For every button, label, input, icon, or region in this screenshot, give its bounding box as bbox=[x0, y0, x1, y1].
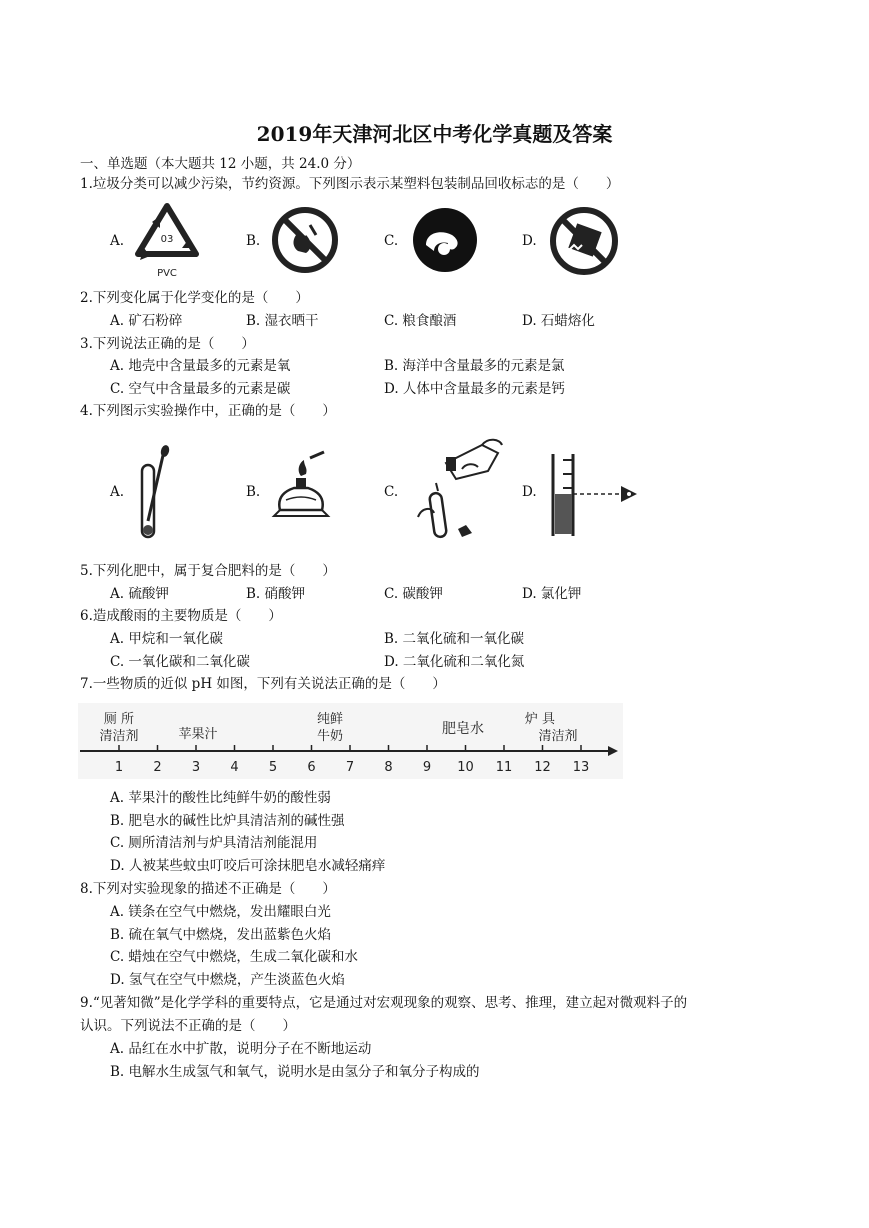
recycle-pvc-text: PVC bbox=[157, 268, 177, 279]
q4-option-b-label[interactable]: B. bbox=[246, 484, 261, 500]
q8-option-d[interactable]: D. 氢气在空气中燃烧，产生淡蓝色火焰 bbox=[110, 972, 345, 988]
ph-scale-figure bbox=[78, 703, 623, 779]
ph-tick-label: 9 bbox=[422, 760, 432, 775]
question-7-stem: 7.一些物质的近似 pH 如图，下列有关说法正确的是（ ） bbox=[80, 676, 446, 692]
ph-tick-label: 3 bbox=[191, 760, 201, 775]
page-title: 2019年天津河北区中考化学真题及答案 bbox=[256, 122, 613, 146]
q8-option-a[interactable]: A. 镁条在空气中燃烧，发出耀眼白光 bbox=[110, 904, 331, 920]
ph-tick-label: 5 bbox=[268, 760, 278, 775]
ph-tick-label: 11 bbox=[495, 760, 513, 775]
question-8-stem: 8.下列对实验现象的描述不正确是（ ） bbox=[80, 881, 336, 897]
q4-option-d-label[interactable]: D. bbox=[522, 484, 537, 500]
q5-option-d[interactable]: D. 氯化钾 bbox=[522, 586, 582, 602]
recycle-code-text: 03 bbox=[160, 234, 174, 245]
ph-tick-label: 8 bbox=[384, 760, 393, 775]
label-milk-top: 纯鲜 bbox=[316, 712, 344, 727]
q7-option-a[interactable]: A. 苹果汁的酸性比纯鲜牛奶的酸性弱 bbox=[110, 790, 331, 806]
no-litter-icon bbox=[548, 205, 620, 277]
q3-option-d[interactable]: D. 人体中含量最多的元素是钙 bbox=[384, 381, 565, 397]
ph-tick-label: 2 bbox=[153, 760, 162, 775]
q2-option-a[interactable]: A. 矿石粉碎 bbox=[110, 313, 183, 329]
ph-tick-label: 12 bbox=[534, 760, 551, 775]
label-stove-top: 炉 具 bbox=[524, 712, 556, 727]
label-soap-water: 肥皂水 bbox=[442, 721, 484, 737]
q5-option-b[interactable]: B. 硝酸钾 bbox=[246, 586, 306, 602]
label-apple-juice: 苹果汁 bbox=[178, 727, 218, 742]
question-9-stem-line1: 9.“见著知微”是化学学科的重要特点，它是通过对宏观现象的观察、思考、推理，建立起对微观料子的 bbox=[80, 995, 688, 1011]
no-fire-icon bbox=[270, 205, 340, 275]
question-2-stem: 2.下列变化属于化学变化的是（ ） bbox=[80, 290, 309, 306]
pouring-liquid-icon bbox=[402, 433, 512, 545]
graduated-cylinder-reading-icon bbox=[545, 448, 645, 540]
q2-option-b[interactable]: B. 湿衣晒干 bbox=[246, 313, 319, 329]
q9-option-b[interactable]: B. 电解水生成氢气和氧气，说明水是由氢分子和氧分子构成的 bbox=[110, 1064, 480, 1080]
q4-option-c-label[interactable]: C. bbox=[384, 484, 399, 500]
ph-tick-label: 13 bbox=[572, 760, 590, 775]
pvc-recycle-icon bbox=[130, 200, 205, 282]
q1-option-c-label[interactable]: C. bbox=[384, 233, 399, 249]
section-heading: 一、单选题（本大题共 12 小题，共 24.0 分） bbox=[80, 156, 361, 172]
q4-option-a-label[interactable]: A. bbox=[110, 484, 125, 500]
q7-option-d[interactable]: D. 人被某些蚊虫叮咬后可涂抹肥皂水减轻痛痒 bbox=[110, 858, 386, 874]
label-toilet-bottom: 清洁剂 bbox=[99, 729, 139, 744]
ph-tick-label: 10 bbox=[457, 760, 474, 775]
q6-option-c[interactable]: C. 一氧化碳和二氧化碳 bbox=[110, 654, 250, 670]
q1-option-a-label[interactable]: A. bbox=[110, 233, 125, 249]
label-milk-bottom: 牛奶 bbox=[316, 729, 344, 744]
question-3-stem: 3.下列说法正确的是（ ） bbox=[80, 336, 255, 352]
q5-option-c[interactable]: C. 碳酸钾 bbox=[384, 586, 443, 602]
q8-option-b[interactable]: B. 硫在氧气中燃烧，发出蓝紫色火焰 bbox=[110, 927, 332, 943]
q3-option-b[interactable]: B. 海洋中含量最多的元素是氯 bbox=[384, 358, 565, 374]
q3-option-c[interactable]: C. 空气中含量最多的元素是碳 bbox=[110, 381, 291, 397]
question-6-stem: 6.造成酸雨的主要物质是（ ） bbox=[80, 608, 282, 624]
label-stove-bottom: 清洁剂 bbox=[538, 729, 578, 744]
q1-option-d-label[interactable]: D. bbox=[522, 233, 537, 249]
q5-option-a[interactable]: A. 硫酸钾 bbox=[110, 586, 169, 602]
label-toilet-top: 厕 所 bbox=[103, 712, 135, 727]
question-5-stem: 5.下列化肥中，属于复合肥料的是（ ） bbox=[80, 563, 336, 579]
q7-option-c[interactable]: C. 厕所清洁剂与炉具清洁剂能混用 bbox=[110, 835, 318, 851]
q1-option-b-label[interactable]: B. bbox=[246, 233, 261, 249]
ph-tick-label: 6 bbox=[307, 760, 316, 775]
question-9-stem-line2: 认识。下列说法不正确的是（ ） bbox=[80, 1018, 296, 1034]
q9-option-a[interactable]: A. 品红在水中扩散，说明分子在不断地运动 bbox=[110, 1041, 372, 1057]
q3-option-a[interactable]: A. 地壳中含量最多的元素是氧 bbox=[110, 358, 291, 374]
water-drop-icon bbox=[410, 205, 480, 275]
ph-tick-label: 1 bbox=[114, 760, 124, 775]
question-1-stem: 1.垃圾分类可以减少污染，节约资源。下列图示表示某塑料包装制品回收标志的是（ ） bbox=[80, 176, 620, 192]
ph-tick-label: 4 bbox=[230, 760, 239, 775]
q7-option-b[interactable]: B. 肥皂水的碱性比炉具清洁剂的碱性强 bbox=[110, 813, 345, 829]
ph-tick-label: 7 bbox=[345, 760, 355, 775]
question-4-stem: 4.下列图示实验操作中，正确的是（ ） bbox=[80, 403, 336, 419]
q2-option-d[interactable]: D. 石蜡熔化 bbox=[522, 313, 595, 329]
q6-option-d[interactable]: D. 二氧化硫和二氧化氮 bbox=[384, 654, 525, 670]
alcohol-lamp-icon bbox=[266, 450, 336, 530]
q8-option-c[interactable]: C. 蜡烛在空气中燃烧，生成二氧化碳和水 bbox=[110, 949, 358, 965]
q6-option-b[interactable]: B. 二氧化硫和一氧化碳 bbox=[384, 631, 525, 647]
test-tube-dropper-icon bbox=[128, 445, 178, 545]
q6-option-a[interactable]: A. 甲烷和一氧化碳 bbox=[110, 631, 223, 647]
q2-option-c[interactable]: C. 粮食酿酒 bbox=[384, 313, 457, 329]
